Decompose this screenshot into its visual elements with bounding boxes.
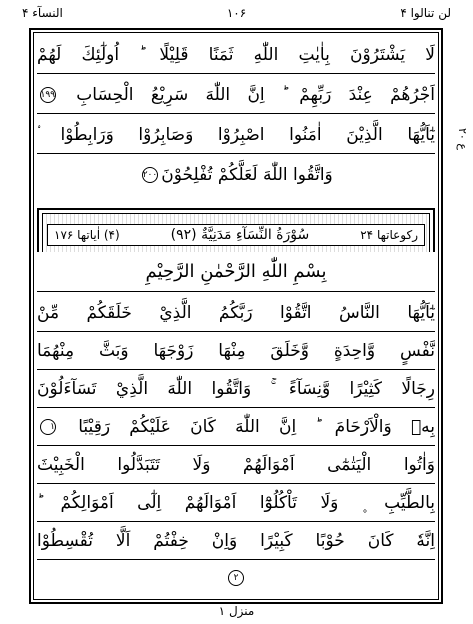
ruku-side-note: ع ۲۰ [456, 128, 469, 150]
verse-line-marker [37, 560, 435, 596]
verse-line: لَا يَشْتَرُوْنَ بِاٰيٰتِ اللّٰهِ ثَمَنًا قَلِيْلًا ؕ اُولٰٓئِكَ لَهُمْ [37, 36, 435, 74]
verse-line: وَاٰتُوا الْيَتٰمٰٓى اَمْوَالَهُمْ وَلَا تَتَبَدَّلُوا الْخَبِيْثَ [37, 446, 435, 484]
surah-name-header: النسآء ۴ [22, 6, 63, 20]
verse-line: اِنَّهٗ كَانَ حُوْبًا كَبِيْرًا وَاِنْ خِفْتُمْ اَلَّا تُقْسِطُوْا [37, 522, 435, 560]
ayah-count: (۴) اٰیاتها ۱۷۶ [54, 228, 120, 242]
page-frame [29, 28, 443, 604]
verse-line: اَجْرُهُمْ عِنْدَ رَبِّهِمْ ؕ اِنَّ اللّٰهَ سَرِيْعُ الْحِسَابِ ۱۹۹ [37, 76, 435, 114]
ayah-end-marker: ۱ [40, 419, 56, 435]
manzil-footer: منزل ۱ [218, 604, 255, 618]
page-header [22, 6, 451, 28]
ayah-end-marker: ۱۹۹ [40, 87, 56, 103]
verse-line: بِالطَّيِّبِ ۪ وَلَا تَاْكُلُوْٓا اَمْوَالَهُمْ اِلٰٓى اَمْوَالِكُمْ ؕ [37, 484, 435, 522]
verse-line: يٰٓاَيُّهَا النَّاسُ اتَّقُوْا رَبَّكُمُ الَّذِيْ خَلَقَكُمْ مِّنْ [37, 294, 435, 332]
ayah-end-marker: ۲ [228, 570, 244, 586]
verse-line: نَّفْسٍ وَّاحِدَةٍ وَّخَلَقَ مِنْهَا زَوْجَهَا وَبَثَّ مِنْهُمَا [37, 332, 435, 370]
surah-title-band [47, 224, 425, 246]
verse-line: يٰٓاَيُّهَا الَّذِيْنَ اٰمَنُوا اصْبِرُوْا وَصَابِرُوْا وَرَابِطُوْا ۟ [37, 116, 435, 154]
juz-name-header: لن تنالوا ۴ [400, 6, 451, 20]
verse-line: بِهٖ وَالْاَرْحَامَ ؕ اِنَّ اللّٰهَ كَانَ عَلَيْكُمْ رَقِيْبًا ۱ [37, 408, 435, 446]
basmala: بِسْمِ اللّٰهِ الرَّحْمٰنِ الرَّحِيْمِ [37, 252, 435, 292]
page-number: ۱۰۶ [226, 6, 247, 20]
surah-title: سُوْرَةُ النِّسَآءِ مَدَنِيَّةٌ (۹۲) [170, 227, 310, 243]
verse-line: رِجَالًا كَثِيْرًا وَّنِسَآءً ۚ وَاتَّقُوا اللّٰهَ الَّذِيْ تَسَآءَلُوْنَ [37, 370, 435, 408]
ruku-count: رکوعاتها ۲۴ [360, 228, 418, 242]
verse-line: وَاتَّقُوا اللّٰهَ لَعَلَّكُمْ تُفْلِحُوْنَ ۲۰۰ [142, 165, 333, 185]
ayah-end-marker: ۲۰۰ [142, 167, 158, 183]
